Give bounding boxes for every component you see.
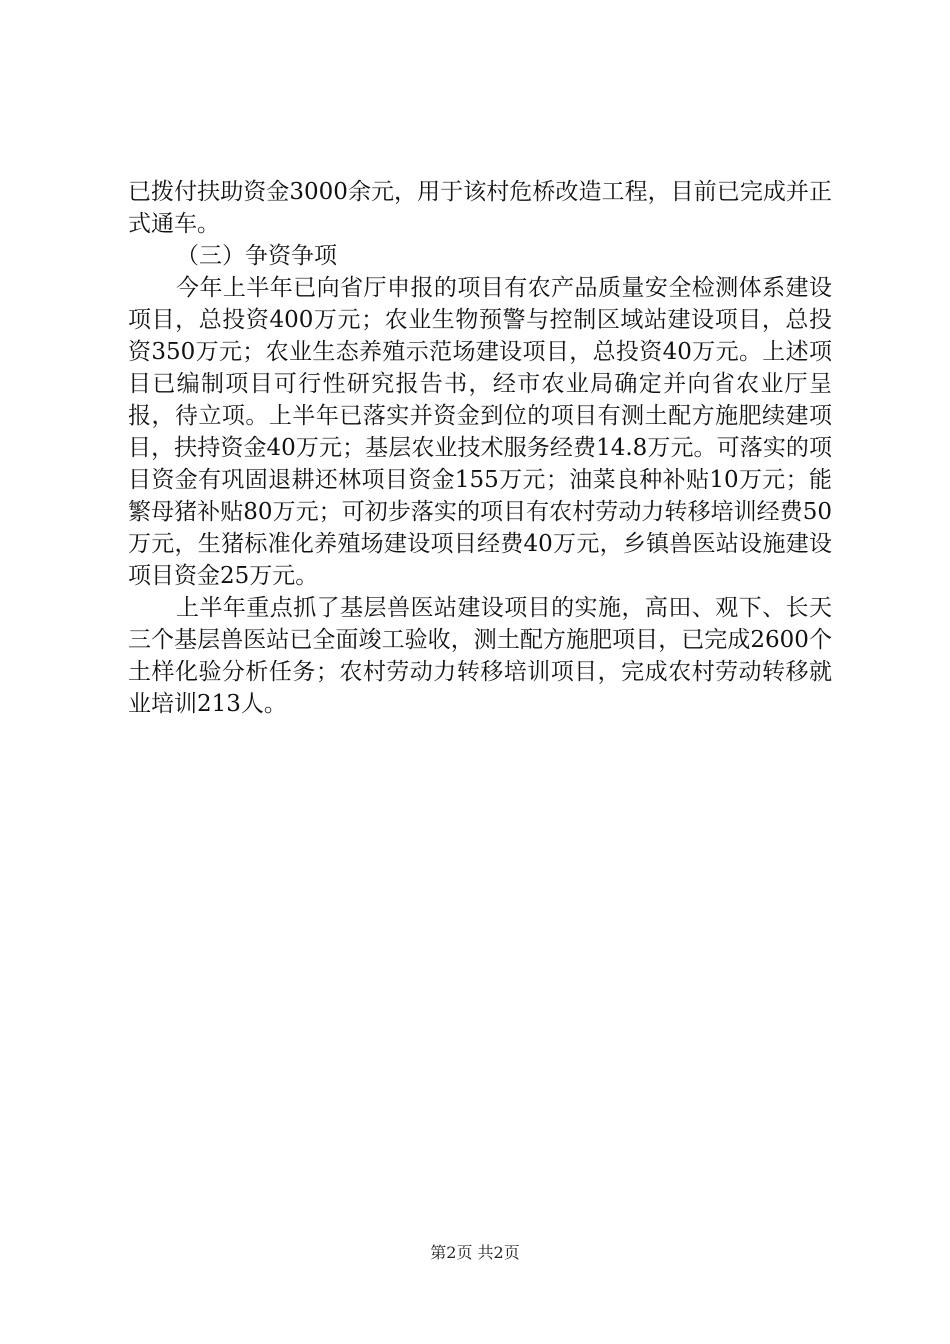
page-number-footer: 第2页 共2页	[430, 1243, 520, 1262]
paragraph-project-implementation: 上半年重点抓了基层兽医站建设项目的实施，高田、观下、长天三个基层兽医站已全面竣工验收，测土配方施肥项目，已完成2600个土样化验分析任务；农村劳动力转移培训项目，完成农村劳动转移就业培训213人。	[128, 595, 832, 717]
paragraph-funding-bridge: 已拨付扶助资金3000余元，用于该村危桥改造工程，目前已完成并正式通车。	[128, 179, 832, 237]
document-body	[128, 176, 832, 720]
section-heading-funding-projects: （三）争资争项	[176, 243, 337, 269]
paragraph-project-applications: 今年上半年已向省厅申报的项目有农产品质量安全检测体系建设项目，总投资400万元；农业生物预警与控制区域站建设项目，总投资350万元；农业生态养殖示范场建设项目，总投资40万元。上述项目已编制项目可行性研究报告书，经市农业局确定并向省农业厅呈报，待立项。上半年已落实并资金到位的项目有测土配方施肥续建项目，扶持资金40万元；基层农业技术服务经费14.8万元。可落实的项目资金有巩固退耕还林项目资金155万元；油菜良种补贴10万元；能繁母猪补贴80万元；可初步落实的项目有农村劳动力转移培训经费50万元，生猪标准化养殖场建设项目经费40万元，乡镇兽医站设施建设项目资金25万元。	[128, 275, 832, 589]
